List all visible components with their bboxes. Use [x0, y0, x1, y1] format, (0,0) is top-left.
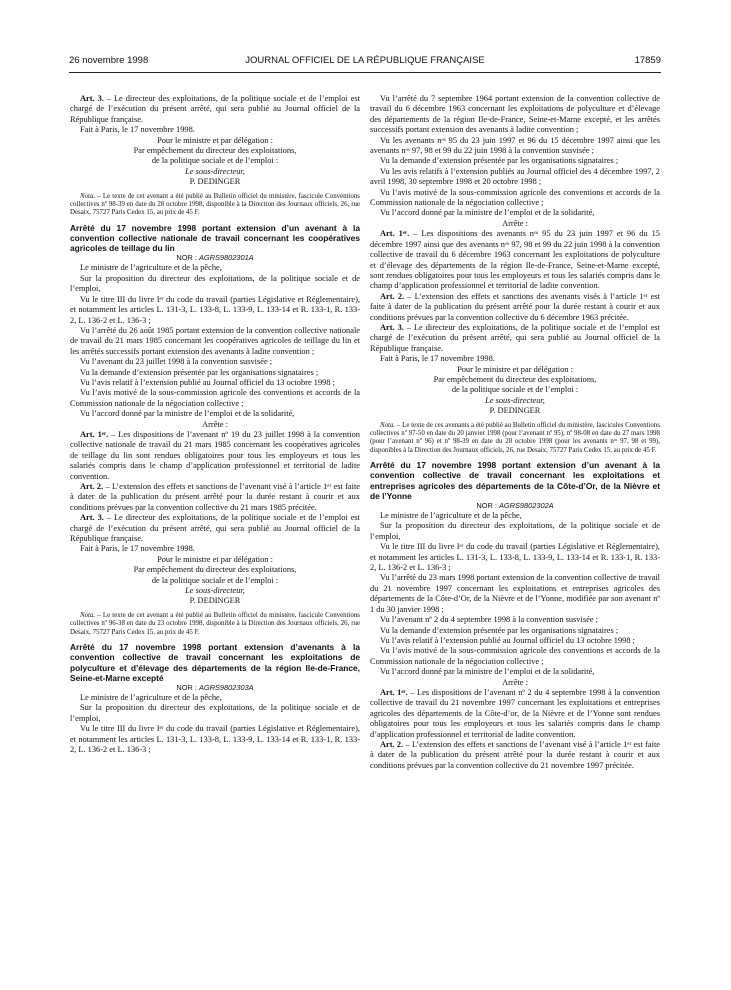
header-page-number: 17859: [634, 55, 661, 66]
text-paragraph: Vu l’avis motivé de la sous-commission agricole des conventions et accords de la Commission nationale de la négociation collective ;: [70, 388, 360, 408]
nor-label: NOR :: [176, 253, 199, 263]
article-paragraph: [70, 94, 360, 125]
article-number: Art. 2.: [380, 291, 405, 301]
nota-label: Nota.: [80, 611, 96, 619]
article-paragraph: [70, 482, 360, 513]
nor-reference: [70, 253, 360, 263]
article-number: Art. 2.: [80, 482, 104, 492]
article-text: – Le directeur des exploitations, de la politique sociale et de l’emploi est chargé de l’exécution du présent arrêté, qui sera publié au Journal officiel de la République française.: [70, 94, 360, 124]
article-number: Art. 3.: [80, 513, 104, 523]
signature-title-text: Le sous-directeur,: [185, 586, 245, 596]
text-paragraph: Vu la demande d’extension présentée par les organisations signataires ;: [80, 367, 319, 377]
article-text: – L’extension des effets et sanctions de l’avenant visé à l’article 1ᵉʳ est faite à dater de la publication du présent arrêté pour la durée restant à courir et aux conditions prévues par la convention collective du 21 novembre 1997 précitée.: [370, 739, 660, 770]
signature-line: Par empêchement du directeur des exploitations,: [133, 565, 297, 575]
article-text: – L’extension des effets et sanctions des avenants visés à l’article 1ᵉʳ est faite à dater de la publication du présent arrêté pour la durée restant à courir et aux conditions prévues par la convention collective du 6 décembre 1963 précitée.: [370, 291, 660, 322]
article-text: – Le directeur des exploitations, de la politique sociale et de l’emploi est chargé de l’exécution du présent arrêté, qui sera publié au Journal officiel de la République française.: [70, 513, 360, 544]
nota-text: – Le texte de ces avenants a été publié au Bulletin officiel du ministère, fascicules Conventions collectives nº 97-50 en date du 20 janvier 1998 (pour l’avenant nº 95), nº 98-08 en date du 27 mars 1998 (pour l’avenant nº 96) et nº 98-39 en date du 28 octobre 1998 (pour les avenants nᵒˢ 97, 98 et 99), disponibles à la Direction des Journaux officiels, 26, rue Desaix, 75727 Paris Cedex 15, au prix de 45 F.: [370, 421, 660, 454]
nota-label: Nota.: [80, 192, 96, 200]
text-paragraph: Vu les avenants nᵒˢ 95 du 23 juin 1997 et 96 du 15 décembre 1997 ainsi que les avenants nᵒˢ 97, 98 et 99 du 22 juin 1998 à la convention susvisée ;: [370, 135, 660, 156]
text-paragraph: Le ministre de l’agriculture et de la pêche,: [80, 263, 222, 273]
article-number: Art. 1ᵉʳ.: [380, 229, 410, 239]
text-paragraph: Le ministre de l’agriculture et de la pêche,: [380, 511, 522, 521]
decree-title: Arrêté du 17 novembre 1998 portant extension d’avenants à la convention collective de travail concernant les exploitations de polyculture et d’élevage des départements de la région Ile-de-France, Seine-et-Marne excepté: [70, 642, 360, 683]
nor-code: AGRS9802302A: [498, 501, 554, 511]
text-paragraph: Vu l’avenant nº 2 du 4 septembre 1998 à la convention susvisée ;: [380, 615, 598, 625]
signature-line: de la politique sociale et de l’emploi :: [151, 156, 279, 166]
header-journal-title: JOURNAL OFFICIEL DE LA RÉPUBLIQUE FRANÇAISE: [245, 55, 485, 66]
article-text: – L’extension des effets et sanctions de l’avenant visé à l’article 1ᵉʳ est faite à dater de la publication du présent arrêté pour la durée restant à courir et aux conditions prévues par la convention collective du 21 mars 1985 précitée.: [70, 482, 360, 512]
article-paragraph: [70, 430, 360, 482]
signature-title: [70, 586, 360, 596]
article-number: Art. 3.: [80, 94, 104, 103]
text-paragraph: Vu la demande d’extension présentée par les organisations signataires ;: [380, 625, 619, 635]
nota-text: – Le texte de cet avenant a été publié au Bulletin officiel du ministère, fascicule Conventions collectives nº 98-39 en date du 28 octobre 1998, disponible à la Direction des Journaux officiels, 26, rue Desaix, 75727 Paris Cedex 15, au prix de 45 F.: [70, 192, 360, 217]
text-paragraph: Vu l’avis motivé de la sous-commission agricole des conventions et accords de la Commission nationale de la négociation collective ;: [370, 646, 660, 666]
text-paragraph: Fait à Paris, le 17 novembre 1998.: [80, 125, 195, 135]
article-number: Art. 2.: [380, 739, 404, 749]
signature-title-text: Le sous-directeur,: [485, 395, 545, 405]
signature-title: [70, 167, 360, 177]
nor-code: AGRS9802303A: [198, 682, 254, 692]
signature-line: Par empêchement du directeur des exploitations,: [133, 146, 297, 156]
text-paragraph: Vu l’accord donné par la ministre de l’emploi et de la solidarité,: [380, 208, 595, 218]
text-paragraph: Sur la proposition du directeur des exploitations, de la politique sociale et de l’emploi,: [370, 521, 660, 541]
signature-title-text: Le sous-directeur,: [185, 166, 245, 176]
signature-line: Pour le ministre et par délégation :: [157, 135, 273, 145]
decree-title: Arrêté du 17 novembre 1998 portant extension d’un avenant à la convention collective nationale de travail concernant les coopératives agricoles de teillage du lin: [70, 222, 360, 254]
text-paragraph: Sur la proposition du directeur des exploitations, de la politique sociale et de l’emploi,: [70, 273, 360, 294]
text-paragraph: Le ministre de l’agriculture et de la pêche,: [80, 692, 222, 702]
text-paragraph: Vu le titre III du livre Iᵉʳ du code du travail (parties Législative et Réglementaire), et notamment les articles L. 131-3, L. 133-8, L. 133-9, L. 133-14 et R. 133-1, R. 133-2, L. 136-2 et L. 136-3 ;: [70, 724, 360, 754]
text-paragraph: Vu l’accord donné par la ministre de l’emploi et de la solidarité,: [80, 409, 295, 419]
text-paragraph: Fait à Paris, le 17 novembre 1998.: [80, 544, 195, 554]
text-paragraph: Vu l’arrêté du 23 mars 1998 portant extension de la convention collective de travail du 21 novembre 1997 concernant les exploitations et entreprises agricoles des départements de la Côte-d’Or, de la Nièvre et de l’Yonne, modifiée par son avenant nº 1 du 30 janvier 1998 ;: [370, 573, 660, 614]
article-number: Art. 3.: [380, 322, 404, 332]
signature-line: de la politique sociale et de l’emploi :: [151, 575, 279, 585]
running-header: [69, 55, 661, 69]
nor-reference: [70, 683, 360, 693]
text-paragraph: Vu l’arrêté du 7 septembre 1964 portant extension de la convention collective de travail du 6 décembre 1963 concernant les exploitations de polyculture et d’élevage des départements de la région Ile-de-France, Seine-et-Marne excepté, et les arrêtés successifs portant extension des avenants à ladite convention ;: [370, 94, 660, 135]
article-text: – Le directeur des exploitations, de la politique sociale et de l’emploi est chargé de l’exécution du présent arrêté, qui sera publié au Journal officiel de la République française.: [370, 322, 660, 353]
arrete-heading: Arrête :: [502, 677, 528, 687]
article-number: Art. 1ᵉʳ.: [80, 429, 109, 439]
nota-note: [70, 612, 360, 637]
text-paragraph: Vu l’avis relatif à l’extension publié au Journal officiel du 13 octobre 1998 ;: [380, 635, 635, 645]
signature-line: P. DEDINGER: [189, 177, 241, 187]
text-paragraph: Vu l’accord donné par la ministre de l’emploi et de la solidarité,: [380, 667, 595, 677]
text-paragraph: Vu l’arrêté du 26 août 1985 portant extension de la convention collective nationale de travail du 21 mars 1985 concernant les coopératives agricoles de teillage du lin et les arrêtés successifs portant extension des avenants à ladite convention ;: [70, 325, 360, 356]
signature-line: de la politique sociale et de l’emploi :: [451, 385, 579, 395]
signature-line: P. DEDINGER: [489, 406, 541, 416]
signature-title: [370, 396, 660, 406]
article-paragraph: [370, 740, 660, 771]
article-text: – Les dispositions de l’avenant nº 2 du 4 septembre 1998 à la convention collective de travail du 21 novembre 1997 concernant les exploitations et entreprises agricoles des départements de la Côte-d’or, de la Nièvre et de l’Yonne sont rendues obligatoires pour tous les employeurs et tous les salariés compris dans le champ d’application professionnel et territorial de ladite convention.: [370, 687, 660, 739]
article-paragraph: [70, 513, 360, 544]
signature-line: Par empêchement du directeur des exploitations,: [433, 374, 597, 384]
arrete-heading: Arrête :: [202, 419, 228, 429]
article-paragraph: [370, 688, 660, 740]
article-text: – Les dispositions de l’avenant nº 19 du 23 juillet 1998 à la convention collective nationale de travail du 21 mars 1985 concernant les coopératives agricoles de teillage du lin sont rendues obligatoires pour tous les employeurs et tous les salariés compris dans le champ d’application professionnel et territorial de ladite convention.: [70, 429, 360, 481]
signature-line: P. DEDINGER: [189, 596, 241, 606]
signature-line: Pour le ministre et par délégation :: [457, 364, 573, 374]
text-paragraph: Vu l’avis motivé de la sous-commission agricole des conventions et accords de la Commission nationale de la négociation collective ;: [370, 187, 660, 208]
nota-note: [70, 193, 360, 218]
text-paragraph: Fait à Paris, le 17 novembre 1998.: [380, 354, 495, 364]
decree-title: Arrêté du 17 novembre 1998 portant extension d’un avenant à la convention collective de travail concernant les exploitations et entreprises agricoles des départements de la Côte-d’Or, de la Nièvre et de l’Yonne: [370, 460, 660, 501]
nota-label: Nota.: [380, 421, 396, 429]
article-number: Art. 1ᵉʳ.: [380, 687, 408, 697]
column-left: [70, 94, 360, 755]
nota-note: [370, 422, 660, 456]
text-paragraph: Vu l’avenant du 23 juillet 1998 à la convention susvisée ;: [80, 357, 273, 367]
article-paragraph: [370, 229, 660, 291]
text-paragraph: Vu l’avis relatif à l’extension publié au Journal officiel du 13 octobre 1998 ;: [80, 377, 335, 387]
text-paragraph: Sur la proposition du directeur des exploitations, de la politique sociale et de l’emploi,: [70, 703, 360, 723]
article-paragraph: [370, 323, 660, 354]
nor-label: NOR :: [476, 501, 499, 511]
text-paragraph: Vu la demande d’extension présentée par les organisations signataires ;: [380, 156, 619, 166]
column-right: [370, 94, 660, 771]
article-paragraph: [370, 292, 660, 323]
nota-text: – Le texte de cet avenant a été publié au Bulletin officiel du ministère, fascicule Conventions collectives nº 96-38 en date du 23 octobre 1998, disponible à la Direction des Journaux officiels, 26, rue Desaix, 75727 Paris Cedex 15, au prix de 45 F.: [70, 611, 360, 636]
text-paragraph: Vu les avis relatifs à l’extension publiés au Journal officiel des 4 décembre 1997, 2 avril 1998, 30 septembre 1998 et 20 octobre 1998 ;: [370, 166, 660, 187]
nor-code: AGRS9802301A: [198, 253, 254, 263]
nor-label: NOR :: [176, 682, 199, 692]
signature-line: Pour le ministre et par délégation :: [157, 554, 273, 564]
arrete-heading: Arrête :: [502, 218, 528, 228]
nor-reference: [370, 501, 660, 511]
header-date: 26 novembre 1998: [69, 55, 149, 66]
header-rule: [69, 72, 661, 73]
text-paragraph: Vu le titre III du livre Iᵉʳ du code du travail (parties Législative et Réglementaire), et notamment les articles L. 131-3, L. 133-8, L. 133-9, L. 133-14 et R. 133-1, R. 133-2, L. 136-2 et L. 136-3 ;: [70, 294, 360, 325]
article-text: – Les dispositions des avenants nᵒˢ 95 du 23 juin 1997 et 96 du 15 décembre 1997 ainsi que des avenants nᵒˢ 97, 98 et 99 du 22 juin 1998 à la convention collective de travail du 6 décembre 1963 concernant les exploitations de polyculture et d’élevage des départements de la région Ile-de-France, Seine-et-Marne excepté, sont rendues obligatoires pour tous les employeurs et tous les salariés compris dans le champ d’application professionnel et territorial de ladite convention.: [370, 229, 660, 291]
text-paragraph: Vu le titre III du livre Iᵉʳ du code du travail (parties Législative et Réglementaire), et notamment les articles L. 131-3, L. 133-8, L. 133-9, L. 133-14 et R. 133-1, R. 133-2, L. 136-2 et L. 136-3 ;: [370, 542, 660, 573]
